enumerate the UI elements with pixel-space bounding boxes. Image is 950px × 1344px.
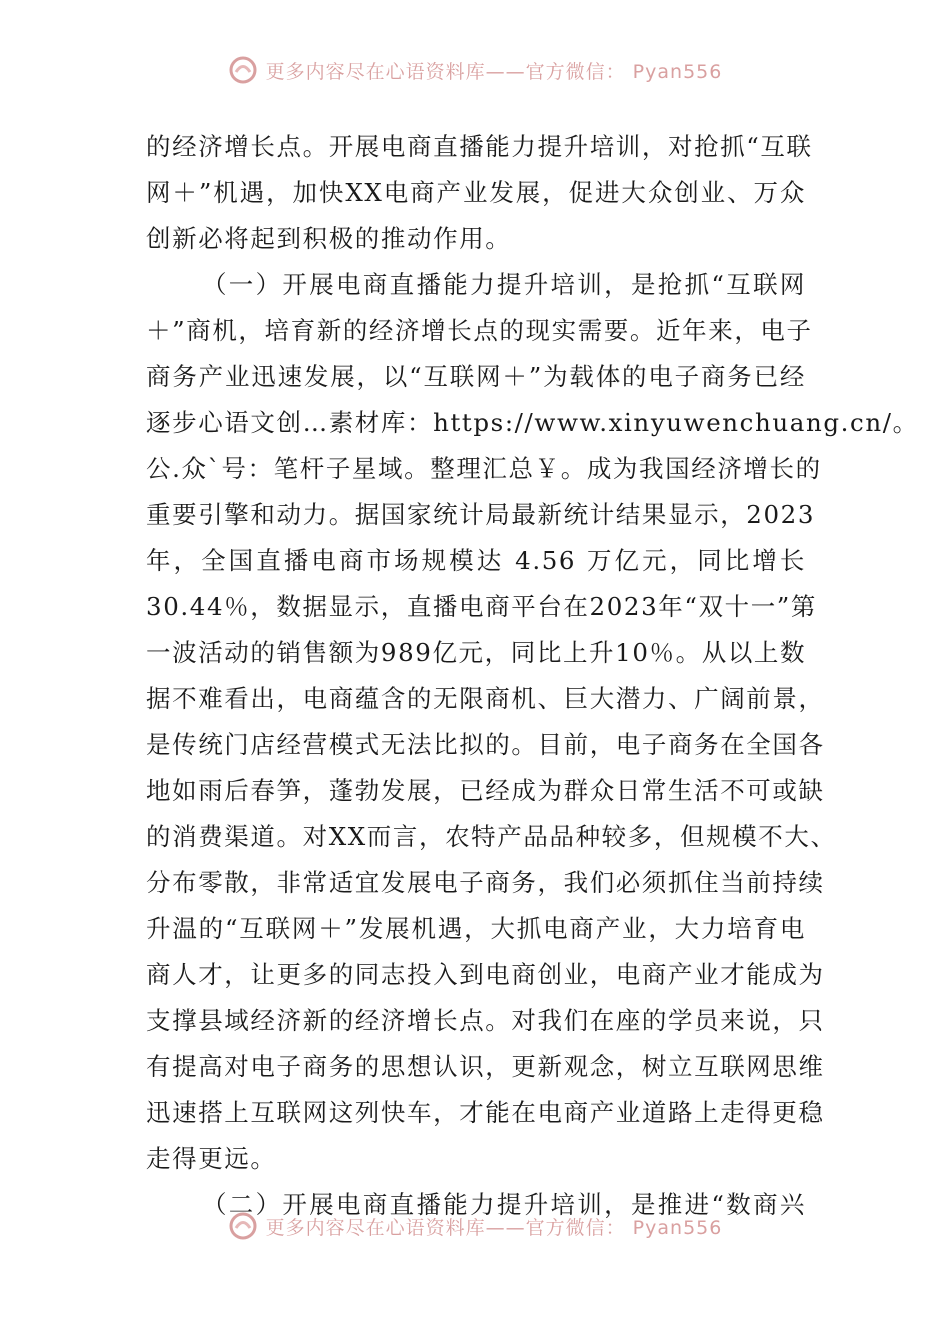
text-line: 据不难看出，电商蕴含的无限商机、巨大潜力、广阔前景， [146,684,825,713]
document-body [146,124,919,1228]
text-line: 商人才，让更多的同志投入到电商创业，电商产业才能成为 [146,960,825,989]
watermark-logo-icon [228,1211,258,1241]
text-line: 升温的“互联网＋”发展机遇，大抓电商产业，大力培育电 [146,914,806,943]
watermark-text: 更多内容尽在心语资料库——官方微信： Pyan556 [265,60,723,83]
text-line: 年，全国直播电商市场规模达 4.56 万亿元，同比增长 [146,546,806,575]
text-line: 30.44％，数据显示，直播电商平台在2023年“双十一”第 [146,592,818,621]
text-line: 迅速搭上互联网这列快车，才能在电商产业道路上走得更稳 [146,1098,825,1127]
watermark-logo-icon [228,55,258,85]
text-line: （一）开展电商直播能力提升培训，是抢抓“互联网 [202,270,806,299]
text-line: 有提高对电子商务的思想认识，更新观念，树立互联网思维 [146,1052,825,1081]
text-line: 的经济增长点。开展电商直播能力提升培训，对抢抓“互联 [146,132,813,161]
footer-watermark [0,1208,950,1244]
text-line: 商务产业迅速发展，以“互联网＋”为载体的电子商务已经 [146,362,806,391]
text-line: 走得更远。 [146,1144,277,1173]
text-line: ＋”商机，培育新的经济增长点的现实需要。近年来，电子 [146,316,813,345]
text-line: 公.众`号：笔杆子星域。整理汇总￥。成为我国经济增长的 [146,454,822,483]
text-line: 是传统门店经营模式无法比拟的。目前，电子商务在全国各 [146,730,825,759]
watermark-text: 更多内容尽在心语资料库——官方微信： Pyan556 [265,1216,723,1239]
text-line: （二）开展电商直播能力提升培训，是推进“数商兴 [202,1190,806,1219]
text-line: 的消费渠道。对XX而言，农特产品品种较多，但规模不大、 [146,822,837,851]
text-line: 逐步心语文创…素材库：https://www.xinyuwenchuang.cn/。 [146,408,919,437]
text-line: 创新必将起到积极的推动作用。 [146,224,512,253]
text-line: 支撑县域经济新的经济增长点。对我们在座的学员来说，只 [146,1006,825,1035]
text-line: 一波活动的销售额为989亿元，同比上升10％。从以上数 [146,638,807,667]
text-line: 重要引擎和动力。据国家统计局最新统计结果显示，2023 [146,500,816,529]
header-watermark [0,52,950,88]
text-line: 网＋”机遇，加快XX电商产业发展，促进大众创业、万众 [146,178,806,207]
text-line: 分布零散，非常适宜发展电子商务，我们必须抓住当前持续 [146,868,825,897]
text-line: 地如雨后春笋，蓬勃发展，已经成为群众日常生活不可或缺 [146,776,825,805]
